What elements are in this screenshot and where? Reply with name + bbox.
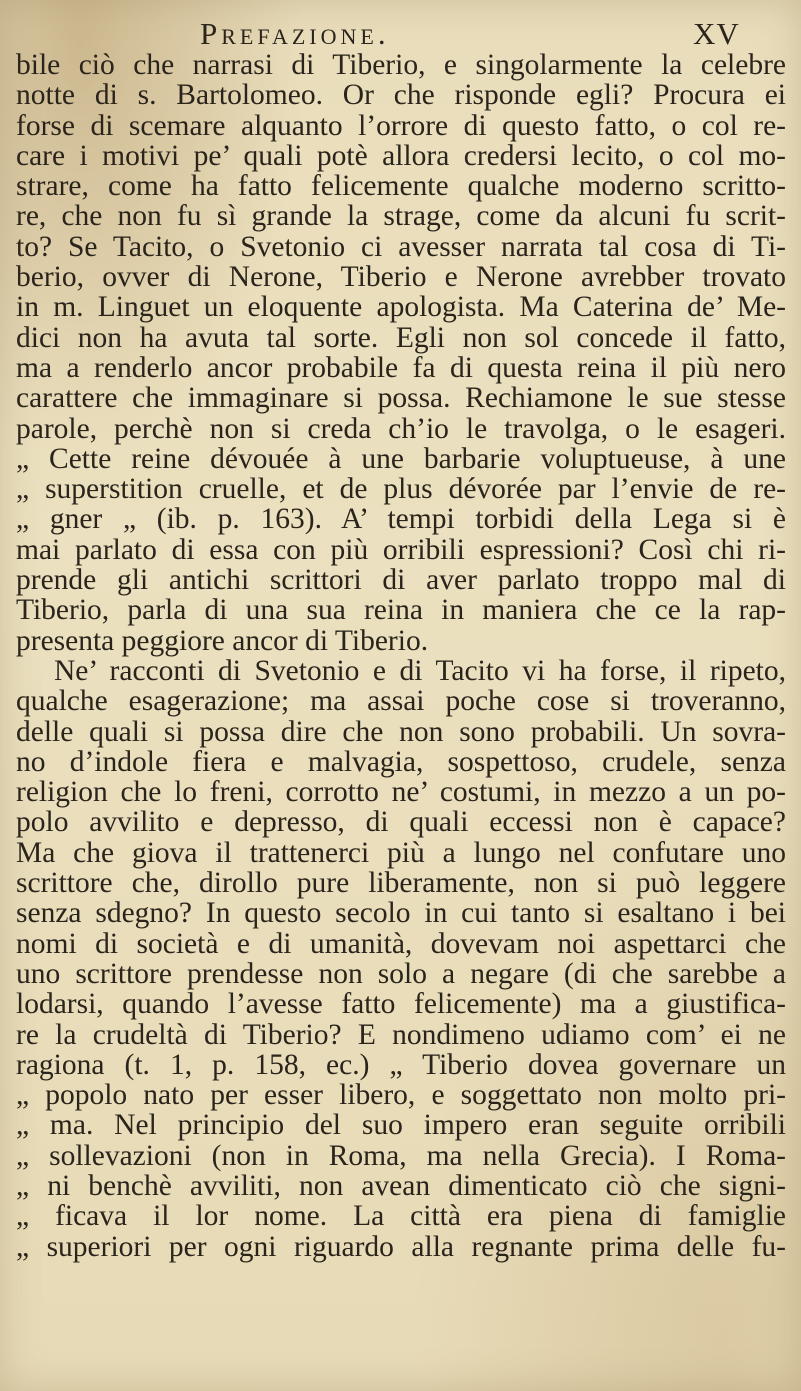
text-line: bile ciò che narrasi di Tiberio, e singolarmente la celebre <box>16 49 786 81</box>
text-line: berio, ovver di Nerone, Tiberio e Nerone avrebber trovato <box>16 261 786 294</box>
text-line: strare, come ha fatto felicemente qualche moderno scritto- <box>16 170 786 203</box>
page-header <box>0 10 801 50</box>
text-line: „ popolo nato per esser libero, e soggettato non molto pri- <box>16 1079 786 1112</box>
text-line: „ superstition cruelle, et de plus dévorée par l’envie de re- <box>16 473 786 506</box>
text-line: lodarsi, quando l’avesse fatto felicemente) ma a giustifica- <box>16 988 786 1021</box>
text-line: to? Se Tacito, o Svetonio ci avesser narrata tal cosa di Ti- <box>16 230 786 263</box>
text-line: delle quali si possa dire che non sono probabili. Un sovra- <box>16 715 786 748</box>
text-line: no d’indole fiera e malvagia, sospettoso, crudele, senza <box>16 745 786 778</box>
text-line: care i motivi pe’ quali potè allora credersi lecito, o col mo- <box>16 139 786 172</box>
text-line: mai parlato di essa con più orribili espressioni? Così chi ri- <box>16 533 786 566</box>
text-line: „ ni benchè avviliti, non avean dimenticato ciò che signi- <box>16 1169 786 1202</box>
page-number: XV <box>693 16 740 51</box>
text-line: carattere che immaginare si possa. Rechiamone le sue stesse <box>16 382 786 415</box>
text-line: prende gli antichi scrittori di aver parlato troppo mal di <box>16 564 786 597</box>
text-line: re la crudeltà di Tiberio? E nondimeno udiamo com’ ei ne <box>16 1018 786 1051</box>
paragraph-start-line: Ne’ racconti di Svetonio e di Tacito vi ha forse, il ripeto, <box>54 654 786 687</box>
text-line: religion che lo freni, corrotto ne’ costumi, in mezzo a un po- <box>16 776 786 809</box>
text-line: uno scrittore prendesse non solo a negare (di che sarebbe a <box>16 957 786 990</box>
text-line: ragiona (t. 1, p. 158, ec.) „ Tiberio dovea governare un <box>16 1048 786 1081</box>
text-line: re, che non fu sì grande la strage, come da alcuni fu scrit- <box>16 200 786 233</box>
text-line: forse di scemare alquanto l’orrore di questo fatto, o col re- <box>16 109 786 142</box>
text-line: nomi di società e di umanità, dovevam noi aspettarci che <box>16 927 786 960</box>
text-line: „ sollevazioni (non in Roma, ma nella Grecia). I Roma- <box>16 1139 786 1172</box>
text-line: „ superiori per ogni riguardo alla regnante prima delle fu- <box>16 1230 786 1263</box>
text-line: parole, perchè non si creda ch’io le travolga, o le esageri. <box>16 412 786 445</box>
text-line: „ Cette reine dévouée à une barbarie voluptueuse, à une <box>16 442 786 475</box>
text-line: „ ma. Nel principio del suo impero eran seguite orribili <box>16 1109 786 1142</box>
text-line: scrittore che, dirollo pure liberamente, non si può leggere <box>16 867 786 900</box>
text-line: in m. Linguet un eloquente apologista. Ma Caterina de’ Me- <box>16 291 786 324</box>
text-line: notte di s. Bartolomeo. Or che risponde egli? Procura ei <box>16 79 786 112</box>
text-line: Tiberio, parla di una sua reina in maniera che ce la rap- <box>16 594 786 627</box>
text-line: dici non ha avuta tal sorte. Egli non sol concede il fatto, <box>16 321 786 354</box>
paragraph-end-line: presenta peggiore ancor di Tiberio. <box>16 624 429 657</box>
text-line: „ gner „ (ib. p. 163). A’ tempi torbidi della Lega si è <box>16 503 786 536</box>
text-line: Ma che giova il trattenerci più a lungo nel confutare uno <box>16 836 786 869</box>
body-text <box>16 50 786 1262</box>
text-line: „ ficava il lor nome. La città era piena di famiglie <box>16 1200 786 1233</box>
text-line: ma a renderlo ancor probabile fa di questa reina il più nero <box>16 351 786 384</box>
text-line: senza sdegno? In questo secolo in cui tanto si esaltano i bei <box>16 897 786 930</box>
text-line: qualche esagerazione; ma assai poche cose si troveranno, <box>16 685 786 718</box>
running-title: Prefazione. <box>200 16 390 51</box>
text-line: polo avvilito e depresso, di quali eccessi non è capace? <box>16 806 786 839</box>
